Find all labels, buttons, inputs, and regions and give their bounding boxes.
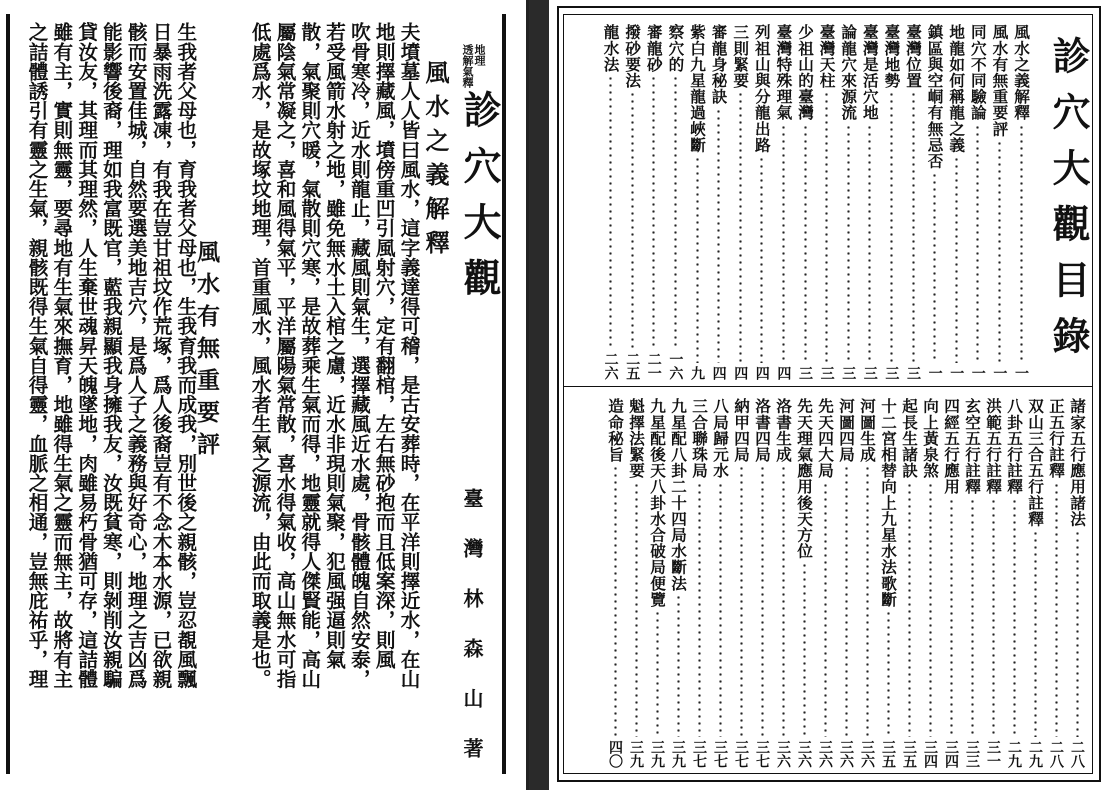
toc-entry[interactable] (815, 398, 835, 768)
toc-entry-title: 四經五行應用 (942, 398, 961, 495)
toc-entry-page: 四 (775, 366, 792, 380)
toc-entry-page: 二五 (624, 352, 641, 380)
toc-entry-title: 九星配八卦二十四局水斷法 (669, 398, 688, 592)
book-gutter (529, 0, 549, 790)
sub-heading: 風水有無重要評 (193, 240, 220, 464)
toc-leader-dots (1055, 482, 1058, 738)
toc-entry-page: 三七 (691, 740, 707, 768)
toc-entry-title: 撥砂要法 (623, 24, 643, 89)
toc-leader-dots (1034, 530, 1037, 737)
toc-entry-page: 三五 (880, 740, 896, 768)
toc-entry-page: 一 (948, 366, 965, 380)
toc-entry-page: 三一 (985, 740, 1001, 768)
toc-leader-dots (635, 482, 638, 738)
toc-entry[interactable] (731, 398, 751, 768)
toc-entry-title: 八局歸元水 (711, 398, 730, 479)
toc-entry-title: 臺灣是活穴地 (860, 24, 880, 121)
toc-entry-title: 三則緊要 (731, 24, 751, 89)
toc-entry-page: 三六 (817, 740, 833, 768)
author-name: 臺灣林森山著 (460, 488, 484, 788)
toc-entry[interactable] (968, 24, 988, 380)
toc-leader-dots (998, 140, 1001, 363)
toc-entry[interactable] (644, 24, 664, 380)
toc-leader-dots (677, 594, 680, 737)
toc-entry-title: 正五行註釋 (1047, 398, 1066, 479)
toc-entry-page: 二一 (645, 352, 662, 380)
toc-entry-page: 四 (732, 366, 749, 380)
toc-leader-dots (929, 482, 932, 738)
toc-entry-page: 三 (883, 366, 900, 380)
toc-leader-dots (761, 465, 764, 737)
toc-entry[interactable] (601, 24, 621, 380)
toc-entry-title: 同穴不同驗論 (968, 24, 988, 121)
toc-entry-title: 八卦五行註釋 (1005, 398, 1024, 495)
toc-entry-title: 洛書生成 (774, 398, 793, 463)
toc-entry[interactable] (647, 398, 667, 768)
body-column: 散，氣聚則穴暖，氣散則穴寒，是故葬乘生氣而得，地靈就得人傑賢能，高山 (297, 22, 321, 689)
toc-entry-title: 審龍砂 (644, 24, 664, 73)
toc-entry[interactable] (626, 398, 646, 768)
toc-entry[interactable] (899, 398, 919, 768)
toc-entry[interactable] (1011, 24, 1031, 380)
toc-entry[interactable] (752, 24, 772, 380)
body-column: 骸而安置佳城，自然要選美地吉穴，是爲人子之義務與好奇心，地理之吉凶爲 (124, 22, 148, 689)
toc-leader-dots (719, 482, 722, 738)
toc-entry-page: 四〇 (607, 740, 623, 768)
toc-leader-dots (740, 465, 743, 737)
toc-leader-dots (933, 172, 936, 363)
body-column: 日暴雨洗露凍，有我在豈甘祖坟作荒塚，爲人後裔豈有不念木本水源，已欲親 (149, 22, 173, 689)
toc-entry-title: 臺灣特殊理氣 (774, 24, 794, 121)
toc-entry-page: 四 (710, 366, 727, 380)
toc-entry-title: 先天四大局 (816, 398, 835, 479)
toc-leader-dots (847, 124, 850, 363)
toc-entry-title: 十二宮相替向上九星水法歌斷 (879, 398, 898, 608)
toc-entry-page: 三 (797, 366, 813, 380)
section-heading: 風水之義解釋 (421, 60, 450, 264)
toc-leader-dots (955, 156, 958, 363)
right-page (549, 0, 1109, 790)
toc-entry-title: 河圖四局 (837, 398, 856, 463)
toc-leader-dots (631, 91, 634, 349)
toc-leader-dots (614, 465, 617, 737)
toc-leader-dots (890, 91, 893, 363)
toc-entry-page: 九 (689, 366, 705, 380)
toc-entry-page: 三四 (943, 740, 959, 768)
toc-leader-dots (652, 75, 655, 349)
toc-entry-title: 臺灣地勢 (882, 24, 902, 89)
toc-entry-title: 向上黃泉煞 (921, 398, 940, 479)
toc-entry[interactable] (1067, 398, 1087, 768)
toc-leader-dots (908, 482, 911, 738)
toc-entry-title: 紫白九星龍過峽斷 (688, 24, 707, 153)
toc-leader-dots (824, 482, 827, 738)
toc-entry-page: 二六 (602, 352, 619, 380)
toc-entry-page: 二八 (1069, 740, 1085, 768)
kicker-1: 地理 (473, 44, 486, 66)
toc-entry-page: 一六 (667, 352, 684, 380)
toc-entry[interactable] (1004, 398, 1024, 768)
body-column: 生我者父母也，育我者父母也，生我育我而成我，別世後之親骸，豈忍覩風飄 (173, 22, 197, 689)
toc-entry[interactable] (794, 398, 814, 768)
toc-leader-dots (845, 465, 848, 737)
toc-entry-title: 起長生諸訣 (900, 398, 919, 479)
toc-leader-dots (971, 498, 974, 737)
toc-entry[interactable] (773, 398, 793, 768)
toc-entry[interactable] (860, 24, 880, 380)
toc-leader-dots (912, 91, 915, 363)
toc-entry-page: 三 (840, 366, 857, 380)
toc-entry-title: 風水有無重要評 (990, 24, 1010, 137)
toc-leader-dots (976, 124, 979, 363)
toc-leader-dots (1076, 530, 1079, 737)
toc-title: 診穴大觀目錄 (1046, 36, 1091, 372)
toc-entry[interactable] (1025, 398, 1045, 768)
toc-entry-page: 三四 (922, 740, 938, 768)
toc-entry-page: 一 (926, 366, 943, 380)
toc-entry-title: 列祖山與分龍出路 (752, 24, 772, 153)
toc-entry-title: 少祖山的臺灣 (796, 24, 815, 121)
toc-entry[interactable] (881, 24, 901, 380)
toc-entry-page: 三 (905, 366, 921, 380)
toc-entry[interactable] (622, 24, 642, 380)
toc-entry-title: 鎮區與空峒有無忌否 (925, 24, 945, 169)
toc-entry-page: 三六 (775, 740, 791, 768)
toc-entry[interactable] (752, 398, 772, 768)
toc-leader-dots (609, 75, 612, 349)
toc-entry-page: 三九 (628, 740, 644, 768)
toc-leader-dots (887, 610, 890, 737)
toc-entry[interactable] (920, 398, 940, 768)
toc-entry-title: 臺灣天柱 (817, 24, 837, 89)
toc-divider (563, 386, 1092, 387)
body-column: 若受風箭水射之地，雖免無水土入棺之慮，近水非現則氣聚，犯風强逼則氣 (322, 22, 346, 669)
toc-entry-page: 三六 (838, 740, 854, 768)
toc-entry[interactable] (925, 24, 945, 380)
toc-leader-dots (698, 482, 701, 738)
toc-entry[interactable] (1046, 398, 1066, 768)
toc-entry[interactable] (989, 24, 1009, 380)
body-column: 屬陰氣常凝之，喜和風得氣平，平洋屬陽氣常散，喜水得氣收，高山無水可指 (273, 22, 297, 689)
toc-entry[interactable] (903, 24, 923, 380)
body-column: 低處爲水，是故塚坟地理，首重風水，風水者生氣之源流，由此而取義是也。 (248, 22, 272, 689)
toc-entry-title: 双山三合五行註釋 (1026, 398, 1045, 527)
toc-leader-dots (782, 465, 785, 737)
toc-entry[interactable] (687, 24, 707, 380)
toc-entry-page: 三五 (901, 740, 917, 768)
toc-leader-dots (803, 562, 806, 737)
toc-entry-title: 造命秘旨 (606, 398, 625, 463)
toc-entry-title: 先天理氣應用後天方位 (795, 398, 814, 559)
body-column: 吹骨寒冷，近水則龍止，藏風則氣生，選擇藏風近水處，骨骸體魄自然安泰， (347, 22, 371, 689)
toc-leader-dots (674, 75, 677, 349)
toc-entry[interactable] (838, 24, 858, 380)
toc-leader-dots (739, 91, 742, 363)
toc-entry-page: 三六 (796, 740, 812, 768)
toc-entry[interactable] (709, 24, 729, 380)
toc-entry[interactable] (795, 24, 815, 380)
body-column: 能影響後裔，理如我富既官，藍我親顯我身擁我友，汝既貧寒，則剝削汝親騙 (99, 22, 123, 689)
toc-entry-page: 一 (969, 366, 986, 380)
toc-leader-dots (760, 156, 763, 363)
toc-entry[interactable] (730, 24, 750, 380)
toc-entry-page: 二八 (1048, 740, 1064, 768)
toc-entry-page: 四 (753, 366, 770, 380)
toc-leader-dots (950, 498, 953, 737)
toc-entry-title: 臺灣位置 (904, 24, 923, 89)
toc-entry-title: 三合聯珠局 (690, 398, 709, 479)
toc-entry-title: 洛書四局 (753, 398, 772, 463)
toc-entry-page: 三九 (649, 740, 665, 768)
toc-entry[interactable] (983, 398, 1003, 768)
toc-entry[interactable] (773, 24, 793, 380)
toc-entry-title: 九星配後天八卦水合破局便覽 (648, 398, 667, 608)
toc-entry[interactable] (941, 398, 961, 768)
book-title: 診穴大觀 (457, 90, 502, 314)
toc-leader-dots (1013, 498, 1016, 737)
toc-leader-dots (656, 610, 659, 737)
toc-entry-title: 龍水法 (601, 24, 621, 73)
toc-entry-page: 三 (861, 366, 878, 380)
body-column: 夫墳墓人人皆曰風水，這字義達得可稽，是古安葬時，在平洋則擇近水，在山 (397, 22, 420, 689)
toc-entry-page: 三六 (859, 740, 875, 768)
toc-entry-title: 風水之義解釋 (1012, 24, 1031, 121)
toc-leader-dots (717, 108, 720, 364)
body-column: 貸汝友，其理而其理然，人生棄世魂昇天魄墜地，肉雖易朽骨猶可存，這詰體 (74, 22, 98, 689)
toc-entry[interactable] (946, 24, 966, 380)
toc-leader-dots (825, 91, 828, 363)
toc-leader-dots (1020, 124, 1023, 363)
toc-entry-title: 論龍穴來源流 (839, 24, 859, 121)
toc-leader-dots (868, 124, 871, 363)
toc-entry-page: 三 (818, 366, 835, 380)
toc-entry-page: 三七 (733, 740, 749, 768)
toc-leader-dots (696, 156, 699, 363)
toc-leader-dots (782, 124, 785, 363)
left-edge-bar (6, 14, 10, 774)
toc-entry-title: 魁擇法緊要 (627, 398, 646, 479)
toc-entry[interactable] (665, 24, 685, 380)
toc-entry-page: 一 (991, 366, 1008, 380)
toc-entry-page: 二九 (1027, 740, 1043, 768)
toc-entry-page: 三九 (670, 740, 686, 768)
toc-entry-page: 三七 (754, 740, 770, 768)
toc-entry-title: 察穴的 (666, 24, 686, 73)
toc-entry-page: 三七 (712, 740, 728, 768)
kicker-2: 透解氣釋 (461, 44, 474, 88)
toc-leader-dots (804, 124, 807, 363)
toc-entry-title: 河圖生成 (858, 398, 877, 463)
body-column: 地則擇藏風，墳傍重凹引風射穴，定有翻棺，左右無砂抱而且低案深，則風 (372, 22, 396, 669)
toc-entry-title: 納甲四局 (732, 398, 751, 463)
toc-entry-title: 諸家五行應用諸法 (1068, 398, 1087, 527)
toc-entry[interactable] (817, 24, 837, 380)
toc-entry-page: 三三 (964, 740, 980, 768)
left-page (0, 0, 529, 790)
body-column: 之詰體誘引有靈之生氣，親骸既得生氣自得靈，血脈之相通，豈無庇祐乎，理 (25, 22, 49, 689)
toc-entry-title: 玄空五行註釋 (963, 398, 982, 495)
toc-entry[interactable] (962, 398, 982, 768)
body-column: 雖有主，實則無靈，要尋地有生氣來撫育，地雖得生氣之靈而無主，故將有主 (49, 22, 73, 689)
toc-entry-page: 二九 (1006, 740, 1022, 768)
toc-entry[interactable] (836, 398, 856, 768)
toc-entry[interactable] (857, 398, 877, 768)
toc-entry[interactable] (710, 398, 730, 768)
toc-entry-page: 一 (1013, 366, 1029, 380)
toc-entry[interactable] (668, 398, 688, 768)
toc-entry[interactable] (605, 398, 625, 768)
toc-entry[interactable] (689, 398, 709, 768)
toc-leader-dots (992, 498, 995, 737)
toc-entry[interactable] (878, 398, 898, 768)
toc-entry-title: 地龍如何稱龍之義 (947, 24, 967, 153)
toc-entry-title: 審龍身秘訣 (709, 24, 729, 105)
toc-leader-dots (866, 465, 869, 737)
toc-entry-title: 洪範五行註釋 (984, 398, 1003, 495)
